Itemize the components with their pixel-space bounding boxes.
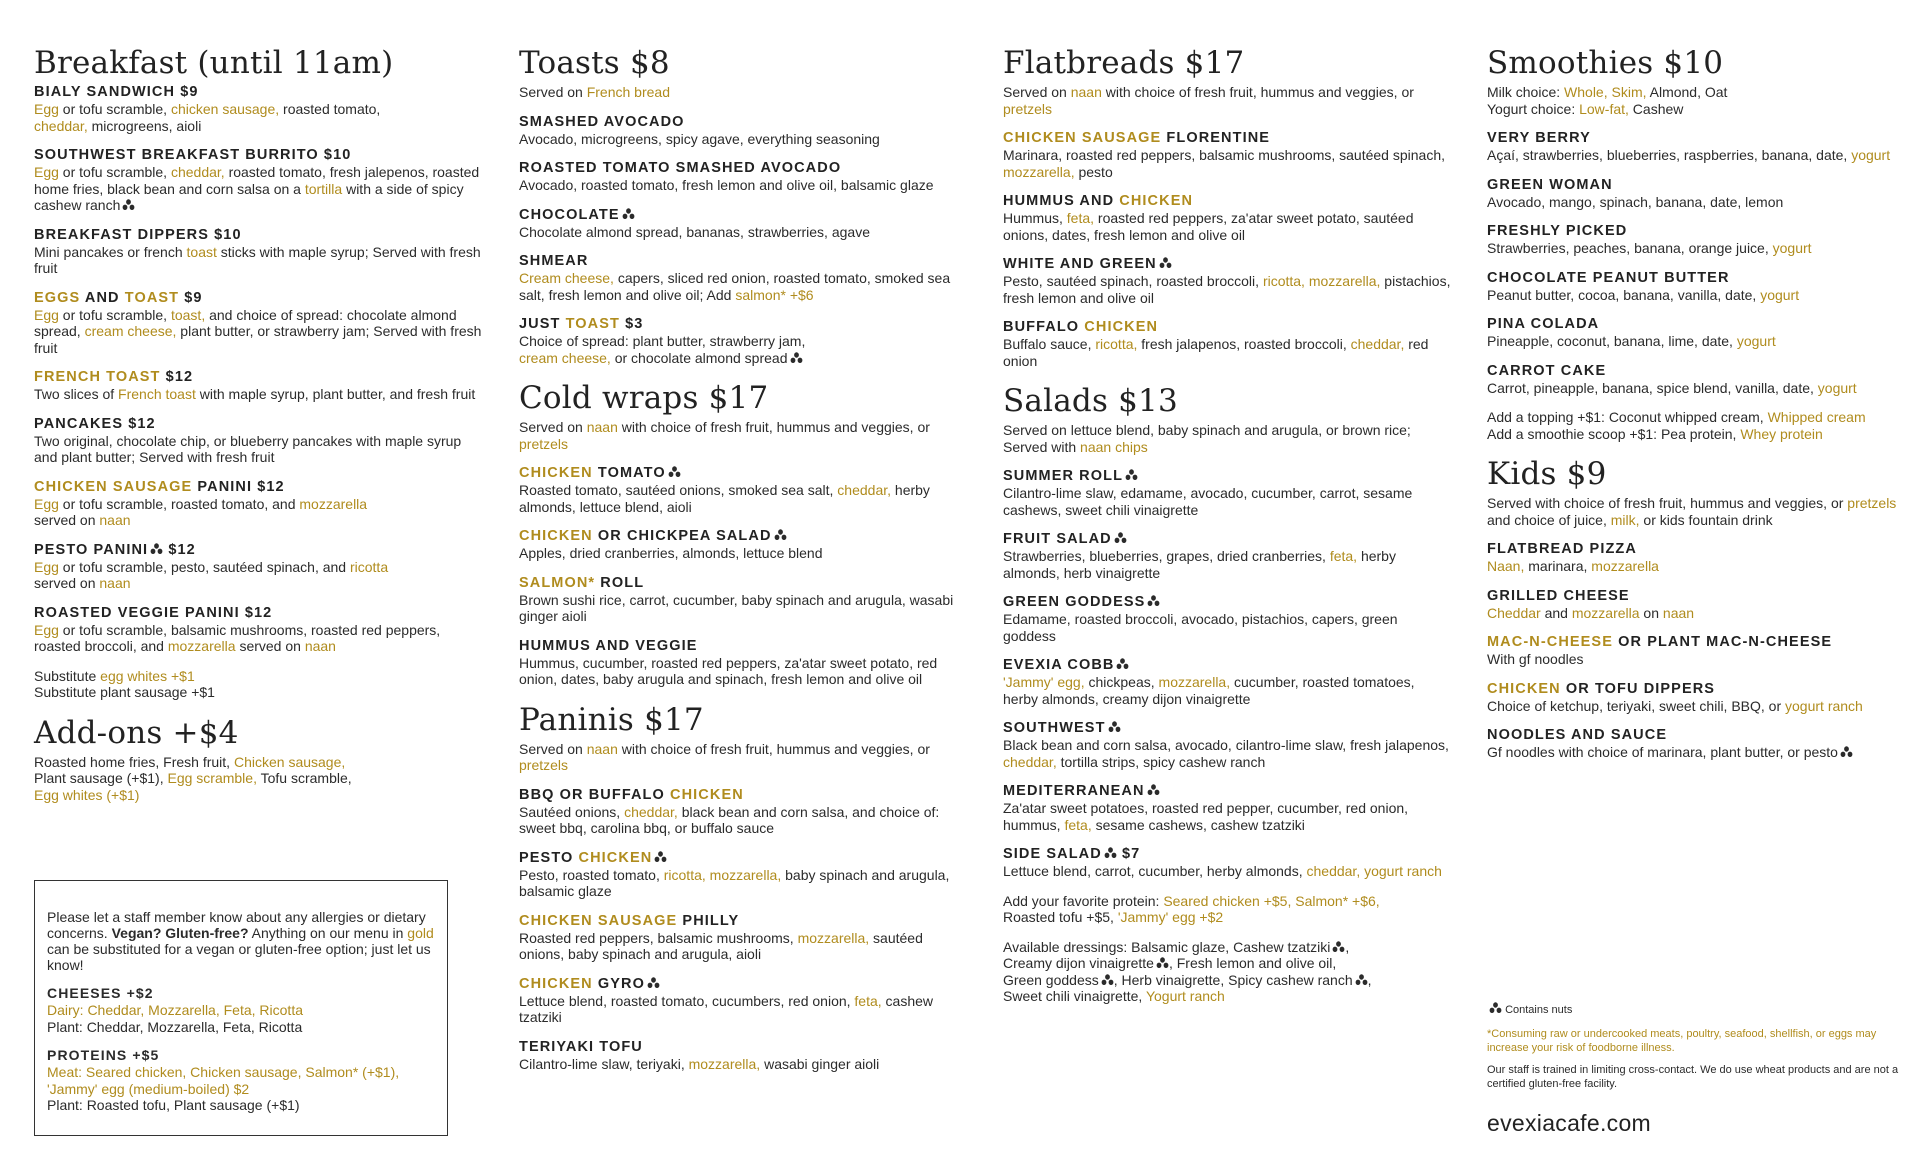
- item-title: PANCAKES $12: [34, 415, 156, 432]
- menu-item-veggie-panini: [34, 605, 484, 655]
- item-desc: Choice of ketchup, teriyaki, sweet chili, BBQ, or yogurt ranch: [1487, 697, 1863, 714]
- item-title: FRESHLY PICKED: [1487, 223, 1628, 239]
- menu-item-just-toast: [519, 316, 969, 366]
- smoothie-addons-note: Add a topping +$1: Coconut whipped cream, Whipped cream Add a smoothie scoop +$1: Pea protein, Whey protein: [1487, 409, 1866, 442]
- flatbreads-heading: Flatbreads $17: [1003, 45, 1245, 81]
- item-desc: Roasted tomato, sautéed onions, smoked sea salt, cheddar, herby almonds, lettuce blend, aioli: [519, 482, 930, 515]
- nut-icon: [1159, 257, 1172, 269]
- item-title: CHOCOLATE PEANUT BUTTER: [1487, 269, 1730, 286]
- item-title: SOUTHWEST BREAKFAST BURRITO $10: [34, 147, 352, 163]
- item-desc: Choice of spread: plant butter, strawberry jam, cream cheese, or chocolate almond spread: [519, 333, 806, 366]
- item-desc: Mini pancakes or french toast sticks with maple syrup; Served with fresh fruit: [34, 243, 481, 276]
- nut-icon: [1332, 941, 1345, 953]
- addons-list: Roasted home fries, Fresh fruit, Chicken sausage, Plant sausage (+$1), Egg scramble, Tofu scramble, Egg whites (+$1): [34, 753, 352, 803]
- cheeses-plant: Plant: Cheddar, Mozzarella, Feta, Ricotta: [47, 1018, 303, 1035]
- item-desc: Hummus, cucumber, roasted red peppers, za'atar sweet potato, red onion, dates, baby arugula and spinach, fresh lemon and olive oil: [519, 654, 938, 687]
- item-desc: Egg or tofu scramble, cheddar, roasted tomato, fresh jalepenos, roasted home fries, black bean and corn salsa on a tortilla with a side of spicy cashew ranch: [34, 164, 480, 213]
- item-desc: Pineapple, coconut, banana, lime, date, yogurt: [1487, 333, 1776, 349]
- nut-icon: [1116, 658, 1129, 670]
- menu-item-teriyaki-tofu: [519, 1039, 969, 1073]
- nut-icon: [647, 977, 660, 989]
- item-desc: Avocado, microgreens, spicy agave, everything seasoning: [519, 130, 880, 147]
- item-desc: Apples, dried cranberries, almonds, lettuce blend: [519, 545, 823, 561]
- proteins-egg: 'Jammy' egg (medium-boiled) $2: [47, 1080, 250, 1097]
- item-title: CHICKEN SAUSAGE FLORENTINE: [1003, 130, 1271, 146]
- item-title: GREEN GODDESS: [1003, 594, 1453, 611]
- item-title: SUMMER ROLL: [1003, 468, 1453, 485]
- item-desc: Cilantro-lime slaw, teriyaki, mozzarella, wasabi ginger aioli: [519, 1055, 880, 1072]
- nut-icon: [1840, 746, 1853, 758]
- substitutions-note: Substitute egg whites +$1 Substitute plant sausage +$1: [34, 667, 215, 700]
- nut-icon: [1114, 532, 1127, 544]
- menu-item-fruit-salad: [1003, 531, 1453, 581]
- menu-item-eggs-toast: [34, 290, 484, 357]
- item-title: BIALY SANDWICH $9: [34, 84, 199, 100]
- menu-column-4: [1487, 44, 1907, 774]
- protein-addon-note: Add your favorite protein: Seared chicken +$5, Salmon* +$6, Roasted tofu +$5, 'Jammy' egg +$2: [1003, 892, 1380, 925]
- nut-icon: [1147, 595, 1160, 607]
- kids-heading: Kids $9: [1487, 456, 1607, 492]
- item-desc: Naan, marinara, mozzarella: [1487, 558, 1659, 574]
- menu-item-pancakes: [34, 416, 484, 466]
- dressings-note: Available dressings: Balsamic glaze, Cashew tzatziki , Creamy dijon vinaigrette , Fresh lemon and olive oil, Green goddess , Herb vinaigrette, Spicy cashew ranch , Sweet chili vinaigrette, Yogurt ranch: [1003, 938, 1372, 1004]
- menu-item-sausage-panini: [34, 479, 484, 529]
- nut-icon: [1489, 1002, 1502, 1014]
- item-desc: Açaí, strawberries, blueberries, raspberries, banana, date, yogurt: [1487, 147, 1891, 163]
- menu-item-buffalo-chicken: [1003, 319, 1453, 369]
- item-title: EGGS AND TOAST $9: [34, 289, 203, 306]
- menu-item-carrot-cake: [1487, 363, 1907, 397]
- breakfast-heading: Breakfast (until 11am): [34, 45, 394, 81]
- nut-icon: [1104, 847, 1117, 859]
- item-desc: Egg or tofu scramble, balsamic mushrooms, roasted red peppers, roasted broccoli, and mozzarella served on naan: [34, 621, 441, 654]
- menu-item-green-goddess: [1003, 594, 1453, 644]
- item-title: GREEN WOMAN: [1487, 176, 1613, 193]
- nut-icon: [654, 851, 667, 863]
- menu-column-1: [34, 44, 484, 803]
- menu-item-freshly-picked: [1487, 223, 1907, 257]
- menu-item-green-woman: [1487, 177, 1907, 211]
- item-title: HUMMUS AND VEGGIE: [519, 637, 698, 654]
- menu-item-hummus-chicken: [1003, 193, 1453, 243]
- item-desc: Egg or tofu scramble, roasted tomato, and mozzarella served on naan: [34, 495, 368, 528]
- item-title: CHICKEN SAUSAGE PANINI $12: [34, 478, 285, 495]
- nuts-legend: Contains nuts: [1487, 1002, 1907, 1017]
- item-desc: Carrot, pineapple, banana, spice blend, vanilla, date, yogurt: [1487, 379, 1857, 396]
- kids-subtitle: Served with choice of fresh fruit, hummus and veggies, or pretzels and choice of juice, milk, or kids fountain drink: [1487, 495, 1897, 528]
- item-desc: Marinara, roasted red peppers, balsamic mushrooms, sautéed spinach, mozzarella, pesto: [1003, 147, 1445, 180]
- toasts-subtitle: Served on French bread: [519, 84, 670, 100]
- item-title: TERIYAKI TOFU: [519, 1038, 643, 1055]
- item-title: SALMON* ROLL: [519, 574, 645, 591]
- allergy-info-box: [34, 880, 448, 1136]
- website-link[interactable]: evexiacafe.com: [1487, 1110, 1651, 1136]
- item-title: SIDE SALAD $7: [1003, 846, 1141, 862]
- item-title: CHICKEN OR TOFU DIPPERS: [1487, 680, 1716, 697]
- item-title: CARROT CAKE: [1487, 362, 1607, 379]
- item-title: MEDITERRANEAN: [1003, 783, 1453, 800]
- menu-item-roasted-tomato: [519, 160, 969, 194]
- item-title: CHICKEN SAUSAGE PHILLY: [519, 912, 740, 929]
- menu-item-summer-roll: [1003, 468, 1453, 518]
- item-title: BREAKFAST DIPPERS $10: [34, 226, 242, 243]
- menu-item-salmon-roll: [519, 575, 969, 625]
- item-desc: Egg or tofu scramble, toast, and choice of spread: chocolate almond spread, cream cheese, plant butter, or strawberry jam; Served with fresh fruit: [34, 306, 482, 356]
- nut-icon: [622, 208, 635, 220]
- item-title: SMASHED AVOCADO: [519, 113, 685, 130]
- menu-item-bbq-chicken: [519, 787, 969, 837]
- nut-icon: [790, 352, 803, 364]
- item-desc: Brown sushi rice, carrot, cucumber, baby spinach and arugula, wasabi ginger aioli: [519, 591, 954, 624]
- menu-column-2: [519, 44, 969, 1085]
- item-title: SOUTHWEST: [1003, 720, 1453, 737]
- item-title: NOODLES AND SAUCE: [1487, 727, 1668, 743]
- menu-item-pesto-chicken: [519, 850, 969, 900]
- proteins-title: PROTEINS +$5: [47, 1047, 160, 1063]
- item-desc: Lettuce blend, carrot, cucumber, herby almonds, cheddar, yogurt ranch: [1003, 863, 1442, 879]
- item-title: CHICKEN OR CHICKPEA SALAD: [519, 528, 969, 545]
- wraps-subtitle: Served on naan with choice of fresh fruit, hummus and veggies, or pretzels: [519, 419, 930, 452]
- menu-item-noodles: [1487, 727, 1907, 761]
- menu-item-chicken-gyro: [519, 976, 969, 1026]
- menu-item-dippers: [34, 227, 484, 277]
- nut-icon: [1147, 784, 1160, 796]
- nut-icon: [150, 543, 163, 555]
- item-title: PINA COLADA: [1487, 316, 1600, 332]
- item-title: VERY BERRY: [1487, 130, 1591, 146]
- proteins-plant: Plant: Roasted tofu, Plant sausage (+$1): [47, 1097, 300, 1113]
- item-title: BUFFALO CHICKEN: [1003, 319, 1159, 335]
- salads-heading: Salads $13: [1003, 383, 1178, 419]
- item-desc: Sautéed onions, cheddar, black bean and corn salsa, and choice of: sweet bbq, carolina bbq, or buffalo sauce: [519, 803, 940, 836]
- addons-heading: Add-ons +$4: [34, 714, 239, 751]
- item-desc: Strawberries, peaches, banana, orange juice, yogurt: [1487, 240, 1812, 256]
- item-title: CHOCOLATE: [519, 207, 969, 224]
- smoothies-heading: Smoothies $10: [1487, 45, 1724, 81]
- item-desc: Black bean and corn salsa, avocado, cilantro-lime slaw, fresh jalapenos, cheddar, tortilla strips, spicy cashew ranch: [1003, 737, 1449, 770]
- footer-notes: [1487, 1002, 1907, 1091]
- nut-icon: [1108, 721, 1121, 733]
- menu-item-flatbread-pizza: [1487, 541, 1907, 575]
- menu-item-chocolate: [519, 207, 969, 241]
- menu-column-3: [1003, 44, 1453, 1018]
- menu-item-chocolate-peanut-butter: [1487, 270, 1907, 304]
- menu-item-pesto-panini: [34, 542, 484, 592]
- item-desc: Two slices of French toast with maple syrup, plant butter, and fresh fruit: [34, 386, 476, 402]
- item-desc: Avocado, roasted tomato, fresh lemon and olive oil, balsamic glaze: [519, 177, 934, 193]
- proteins-group: [47, 1047, 435, 1114]
- item-desc: Avocado, mango, spinach, banana, date, lemon: [1487, 193, 1784, 210]
- allergy-intro: Please let a staff member know about any allergies or dietary concerns. Vegan? Gluten-free? Anything on our menu in gold can be substituted for a vegan or gluten-free option; just let us know!: [47, 909, 434, 973]
- nut-icon: [1156, 957, 1169, 969]
- item-title: GRILLED CHEESE: [1487, 587, 1630, 604]
- item-desc: Lettuce blend, roasted tomato, cucumbers, red onion, feta, cashew tzatziki: [519, 992, 934, 1025]
- item-desc: Egg or tofu scramble, chicken sausage, roasted tomato, cheddar, microgreens, aioli: [34, 101, 381, 134]
- item-desc: Cilantro-lime slaw, edamame, avocado, cucumber, carrot, sesame cashews, sweet chili vinaigrette: [1003, 485, 1413, 518]
- item-desc: Cheddar and mozzarella on naan: [1487, 604, 1695, 621]
- item-title: ROASTED TOMATO SMASHED AVOCADO: [519, 160, 842, 176]
- item-desc: Chocolate almond spread, bananas, strawberries, agave: [519, 223, 870, 240]
- nut-icon: [1101, 974, 1114, 986]
- item-title: ROASTED VEGGIE PANINI $12: [34, 604, 273, 621]
- menu-item-very-berry: [1487, 130, 1907, 164]
- nut-icon: [1125, 469, 1138, 481]
- item-desc: 'Jammy' egg, chickpeas, mozzarella, cucumber, roasted tomatoes, herby almonds, creamy dijon vinaigrette: [1003, 674, 1415, 707]
- menu-item-sausage-philly: [519, 913, 969, 963]
- cheeses-group: [47, 985, 435, 1035]
- menu-item-french-toast: [34, 369, 484, 403]
- nut-icon: [122, 199, 135, 211]
- item-title: JUST TOAST $3: [519, 316, 644, 332]
- wraps-heading: Cold wraps $17: [519, 380, 769, 416]
- menu-item-side-salad: [1003, 846, 1453, 880]
- item-title: FLATBREAD PIZZA: [1487, 541, 1637, 557]
- item-title: FRUIT SALAD: [1003, 531, 1453, 548]
- menu-item-chicken-tomato: [519, 465, 969, 515]
- nut-icon: [668, 466, 681, 478]
- item-desc: Edamame, roasted broccoli, avocado, pistachios, capers, green goddess: [1003, 611, 1398, 644]
- cheeses-title: CHEESES +$2: [47, 985, 154, 1001]
- item-title: SHMEAR: [519, 253, 589, 269]
- menu-item-shmear: [519, 253, 969, 303]
- item-desc: Pesto, roasted tomato, ricotta, mozzarella, baby spinach and arugula, balsamic glaze: [519, 866, 950, 899]
- toasts-heading: Toasts $8: [519, 45, 670, 81]
- menu-item-mediterranean: [1003, 783, 1453, 833]
- item-desc: Gf noodles with choice of marinara, plant butter, or pesto: [1487, 744, 1907, 761]
- item-title: WHITE AND GREEN: [1003, 256, 1453, 273]
- cheeses-dairy: Dairy: Cheddar, Mozzarella, Feta, Ricotta: [47, 1002, 303, 1018]
- item-title: PESTO PANINI $12: [34, 541, 196, 558]
- menu-item-bialy: [34, 84, 484, 134]
- item-title: MAC-N-CHEESE OR PLANT MAC-N-CHEESE: [1487, 634, 1833, 650]
- item-title: CHICKEN GYRO: [519, 976, 969, 993]
- paninis-subtitle: Served on naan with choice of fresh fruit, hummus and veggies, or pretzels: [519, 740, 930, 773]
- item-desc: Roasted red peppers, balsamic mushrooms, mozzarella, sautéed onions, baby spinach and arugula, aioli: [519, 929, 923, 962]
- raw-food-warning: *Consuming raw or undercooked meats, poultry, seafood, shellfish, or eggs may increase your risk of foodborne illness.: [1487, 1028, 1877, 1054]
- item-desc: Buffalo sauce, ricotta, fresh jalapenos, roasted broccoli, cheddar, red onion: [1003, 336, 1429, 369]
- paninis-heading: Paninis $17: [519, 701, 704, 738]
- menu-item-kids-dippers: [1487, 681, 1907, 715]
- menu-item-florentine: [1003, 130, 1453, 180]
- menu-item-pina-colada: [1487, 316, 1907, 350]
- item-title: EVEXIA COBB: [1003, 657, 1453, 674]
- menu-item-smashed-avocado: [519, 114, 969, 148]
- cross-contact-note: Our staff is trained in limiting cross-contact. We do use wheat products and are not a certified gluten-free facility.: [1487, 1064, 1899, 1090]
- item-desc: Hummus, feta, roasted red peppers, za'atar sweet potato, sautéed onions, dates, fresh lemon and olive oil: [1003, 210, 1414, 243]
- item-desc: Pesto, sautéed spinach, roasted broccoli, ricotta, mozzarella, pistachios, fresh lemon and olive oil: [1003, 273, 1451, 306]
- item-desc: Cream cheese, capers, sliced red onion, roasted tomato, smoked sea salt, fresh lemon and olive oil; Add salmon* +$6: [519, 270, 951, 303]
- item-title: CHICKEN TOMATO: [519, 465, 969, 482]
- item-desc: Two original, chocolate chip, or blueberry pancakes with maple syrup and plant butter; Served with fresh fruit: [34, 432, 462, 465]
- menu-item-hummus-veggie: [519, 638, 969, 688]
- item-title: HUMMUS AND CHICKEN: [1003, 193, 1194, 209]
- item-title: BBQ OR BUFFALO CHICKEN: [519, 786, 744, 803]
- menu-item-chickpea-salad: [519, 528, 969, 562]
- item-desc: Egg or tofu scramble, pesto, sautéed spinach, and ricotta served on naan: [34, 558, 389, 591]
- menu-item-mac-n-cheese: [1487, 634, 1907, 668]
- item-desc: Strawberries, blueberries, grapes, dried cranberries, feta, herby almonds, herb vinaigrette: [1003, 548, 1396, 581]
- item-desc: With gf noodles: [1487, 651, 1584, 667]
- menu-item-burrito: [34, 147, 484, 214]
- item-title: FRENCH TOAST $12: [34, 369, 194, 385]
- menu-item-white-green: [1003, 256, 1453, 306]
- proteins-meat: Meat: Seared chicken, Chicken sausage, Salmon* (+$1),: [47, 1064, 400, 1080]
- salads-subtitle: Served on lettuce blend, baby spinach and arugula, or brown rice; Served with naan chips: [1003, 422, 1411, 455]
- item-desc: Za'atar sweet potatoes, roasted red pepper, cucumber, red onion, hummus, feta, sesame cashews, cashew tzatziki: [1003, 800, 1409, 833]
- flatbreads-subtitle: Served on naan with choice of fresh fruit, hummus and veggies, or pretzels: [1003, 84, 1414, 117]
- smoothies-subtitle: Milk choice: Whole, Skim, Almond, Oat Yogurt choice: Low-fat, Cashew: [1487, 84, 1728, 117]
- nut-icon: [774, 529, 787, 541]
- item-desc: Peanut butter, cocoa, banana, vanilla, date, yogurt: [1487, 286, 1800, 303]
- item-title: PESTO CHICKEN: [519, 850, 969, 867]
- menu-item-grilled-cheese: [1487, 588, 1907, 622]
- nut-icon: [1355, 974, 1368, 986]
- menu-item-southwest: [1003, 720, 1453, 770]
- menu-item-evexia-cobb: [1003, 657, 1453, 707]
